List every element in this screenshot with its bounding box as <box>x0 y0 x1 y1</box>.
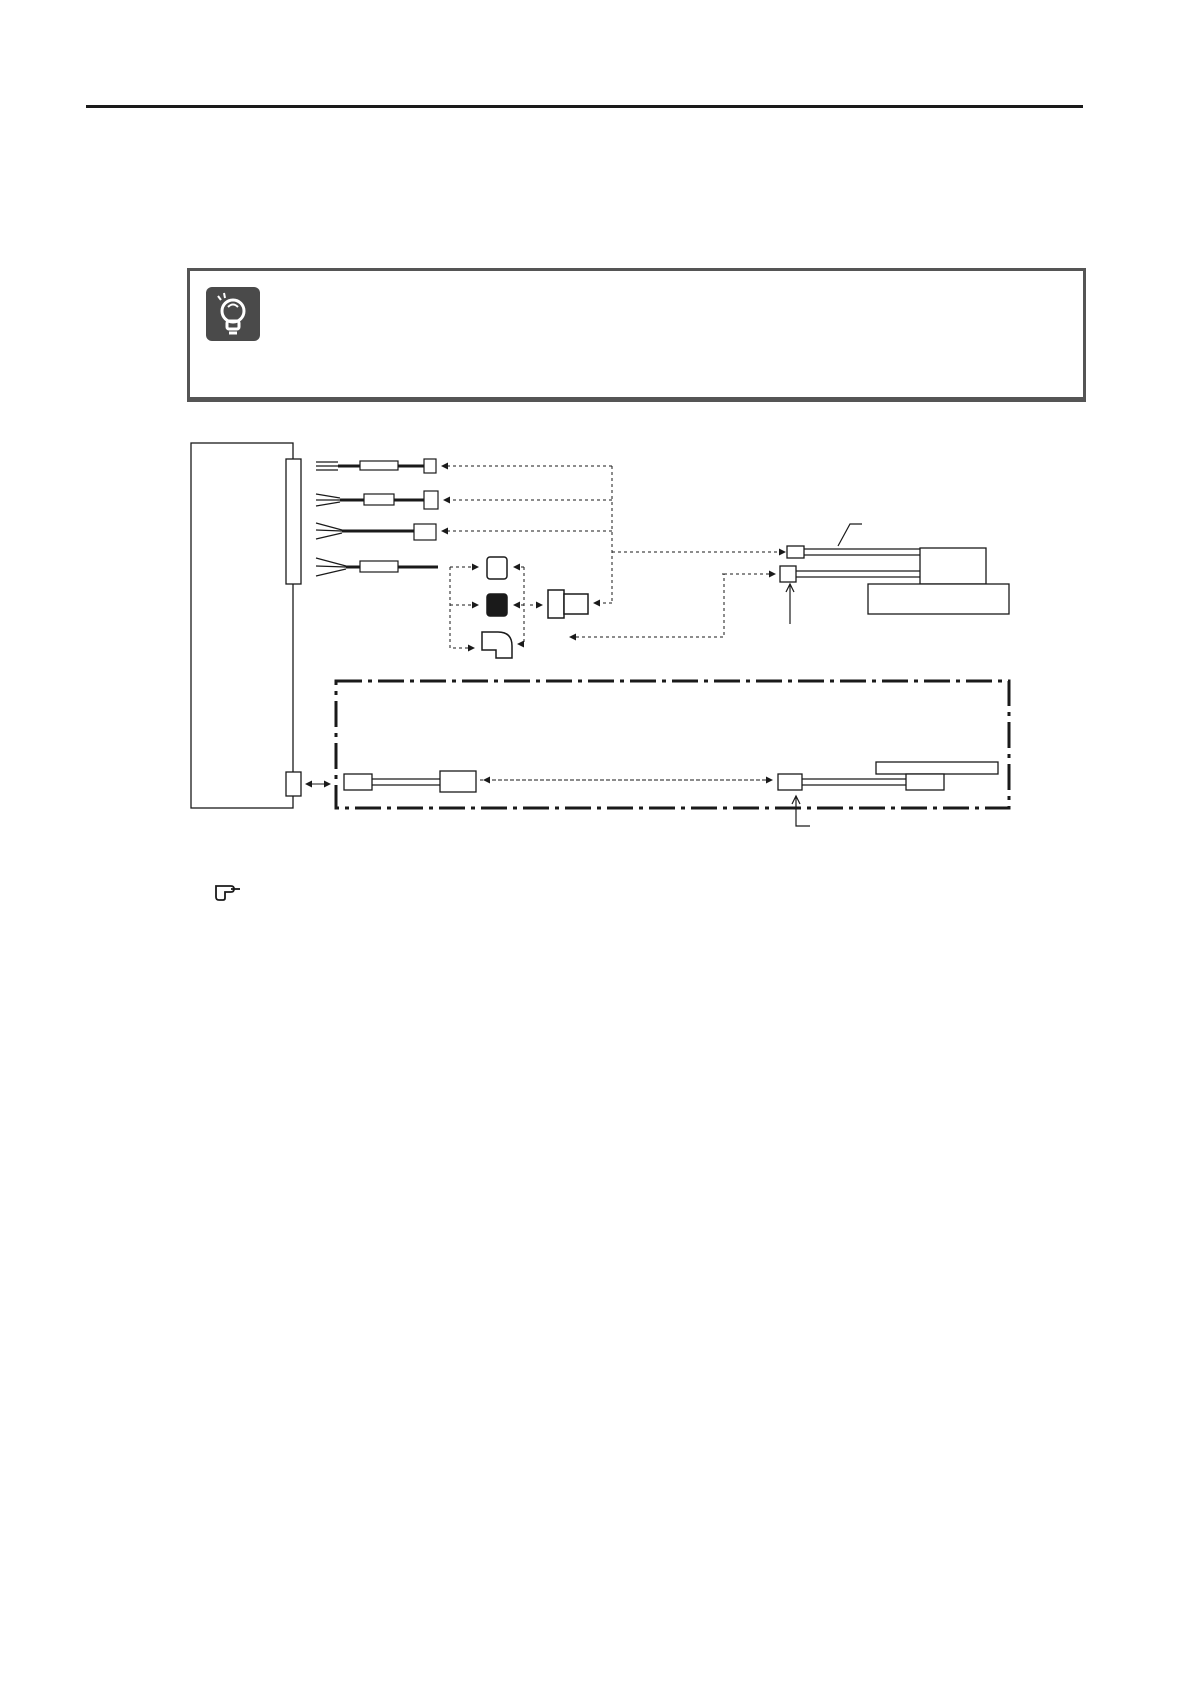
cable-1 <box>316 459 436 473</box>
lower-connector <box>286 772 301 796</box>
cable-4 <box>316 558 438 576</box>
extension-cable-end <box>778 774 906 790</box>
encoder-module <box>876 762 998 790</box>
motor-cable-plug <box>787 546 920 558</box>
straight-plug-2 <box>487 594 507 616</box>
extension-cable <box>344 771 476 792</box>
main-connector-block <box>286 459 301 584</box>
servomotor-body <box>920 548 986 584</box>
motor-cable-plug-2 <box>780 566 920 582</box>
cable-2 <box>316 491 438 509</box>
pointing-hand-icon <box>214 880 242 902</box>
right-angle-plug <box>482 632 512 658</box>
servopack-unit <box>191 443 293 808</box>
relay-connector <box>548 590 588 618</box>
servomotor-base <box>868 584 1009 614</box>
cable-3 <box>316 523 436 540</box>
straight-plug-1 <box>487 557 507 579</box>
